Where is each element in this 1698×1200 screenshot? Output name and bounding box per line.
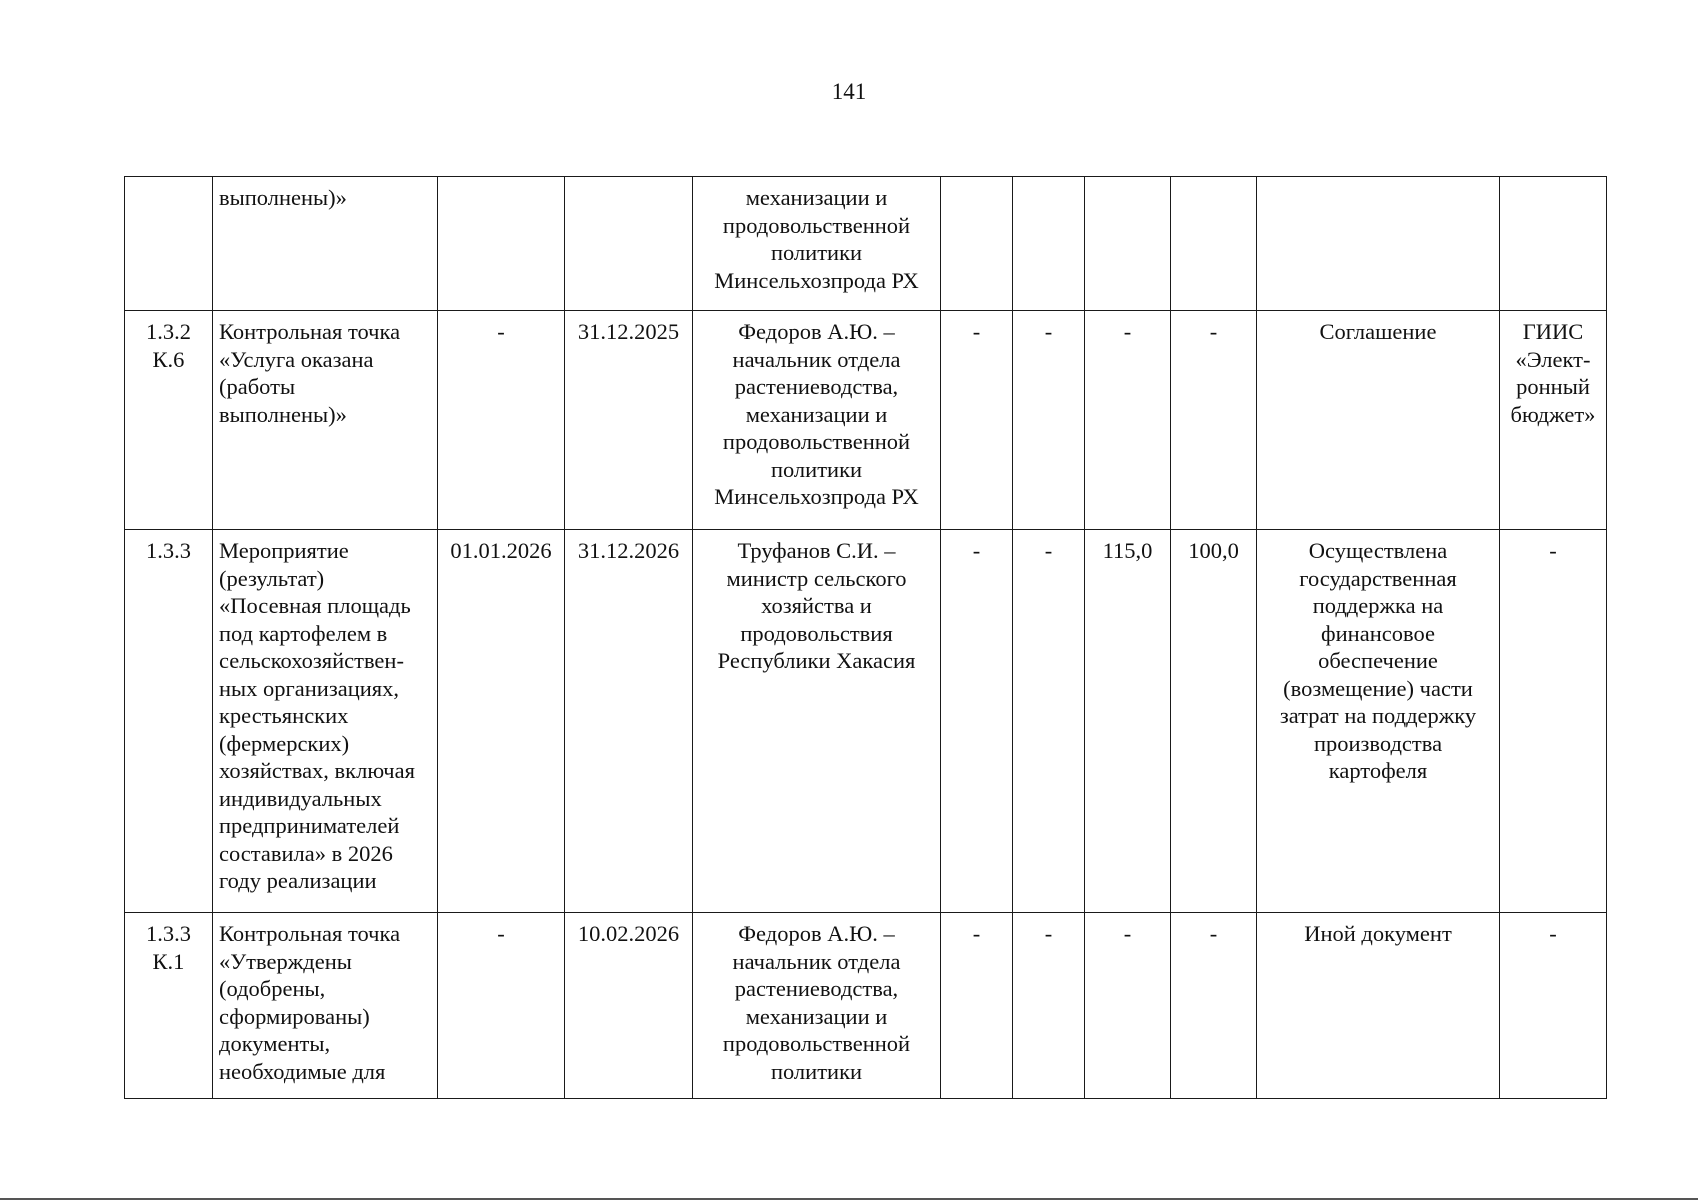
row-responsible-cell: Федоров А.Ю. – начальник отдела растениеводства, механизации и продовольственной политики: [693, 913, 941, 1099]
row-value-cell-2: [1013, 177, 1085, 311]
row-start-date-cell: [438, 177, 565, 311]
row-value-cell-2: -: [1013, 913, 1085, 1099]
row-responsible-cell: Труфанов С.И. – министр сельского хозяйства и продовольствия Республики Хакасия: [693, 530, 941, 913]
row-system-cell: -: [1500, 913, 1607, 1099]
table-row: [125, 177, 1607, 311]
table-row: [125, 311, 1607, 530]
table-row: [125, 913, 1607, 1099]
table-row: [125, 530, 1607, 913]
row-end-date-cell: [565, 177, 693, 311]
row-value-cell-4: -: [1171, 311, 1257, 530]
row-value-cell-1: -: [941, 913, 1013, 1099]
row-system-cell: [1500, 177, 1607, 311]
row-result-cell: [1257, 177, 1500, 311]
row-start-date-cell: -: [438, 311, 565, 530]
page-number: 141: [831, 79, 867, 104]
plan-table: [124, 176, 1607, 1099]
row-result-cell: Соглашение: [1257, 311, 1500, 530]
row-start-date-cell: -: [438, 913, 565, 1099]
row-system-cell: ГИИС «Элект- ронный бюджет»: [1500, 311, 1607, 530]
row-end-date-cell: 31.12.2025: [565, 311, 693, 530]
row-responsible-cell: механизации и продовольственной политики Минсельхозпрода РХ: [693, 177, 941, 311]
row-name-cell: Контрольная точка «Услуга оказана (работы выполнены)»: [213, 311, 438, 530]
row-value-cell-1: [941, 177, 1013, 311]
row-end-date-cell: 31.12.2026: [565, 530, 693, 913]
row-result-cell: Иной документ: [1257, 913, 1500, 1099]
row-number-cell: 1.3.2 К.6: [125, 311, 213, 530]
row-value-cell-3: -: [1085, 311, 1171, 530]
row-system-cell: -: [1500, 530, 1607, 913]
row-number-cell: 1.3.3 К.1: [125, 913, 213, 1099]
row-value-cell-4: [1171, 177, 1257, 311]
row-name-cell: Контрольная точка «Утверждены (одобрены, сформированы) документы, необходимые для: [213, 913, 438, 1099]
row-result-cell: Осуществлена государственная поддержка на финансовое обеспечение (возмещение) части затрат на поддержку производства картофеля: [1257, 530, 1500, 913]
row-value-cell-2: -: [1013, 530, 1085, 913]
row-value-cell-1: -: [941, 311, 1013, 530]
row-number-cell: 1.3.3: [125, 530, 213, 913]
row-name-cell: выполнены)»: [213, 177, 438, 311]
row-value-cell-4: 100,0: [1171, 530, 1257, 913]
row-number-cell: [125, 177, 213, 311]
row-value-cell-2: -: [1013, 311, 1085, 530]
row-value-cell-3: 115,0: [1085, 530, 1171, 913]
row-name-cell: Мероприятие (результат) «Посевная площадь под картофелем в сельскохозяйствен- ных организациях, крестьянских (фермерских) хозяйствах, включая индивидуальных предпринимателей составила» в 2026 году реализации: [213, 530, 438, 913]
row-value-cell-4: -: [1171, 913, 1257, 1099]
row-end-date-cell: 10.02.2026: [565, 913, 693, 1099]
row-value-cell-3: -: [1085, 913, 1171, 1099]
row-responsible-cell: Федоров А.Ю. – начальник отдела растениеводства, механизации и продовольственной политики Минсельхозпрода РХ: [693, 311, 941, 530]
row-start-date-cell: 01.01.2026: [438, 530, 565, 913]
row-value-cell-3: [1085, 177, 1171, 311]
row-value-cell-1: -: [941, 530, 1013, 913]
